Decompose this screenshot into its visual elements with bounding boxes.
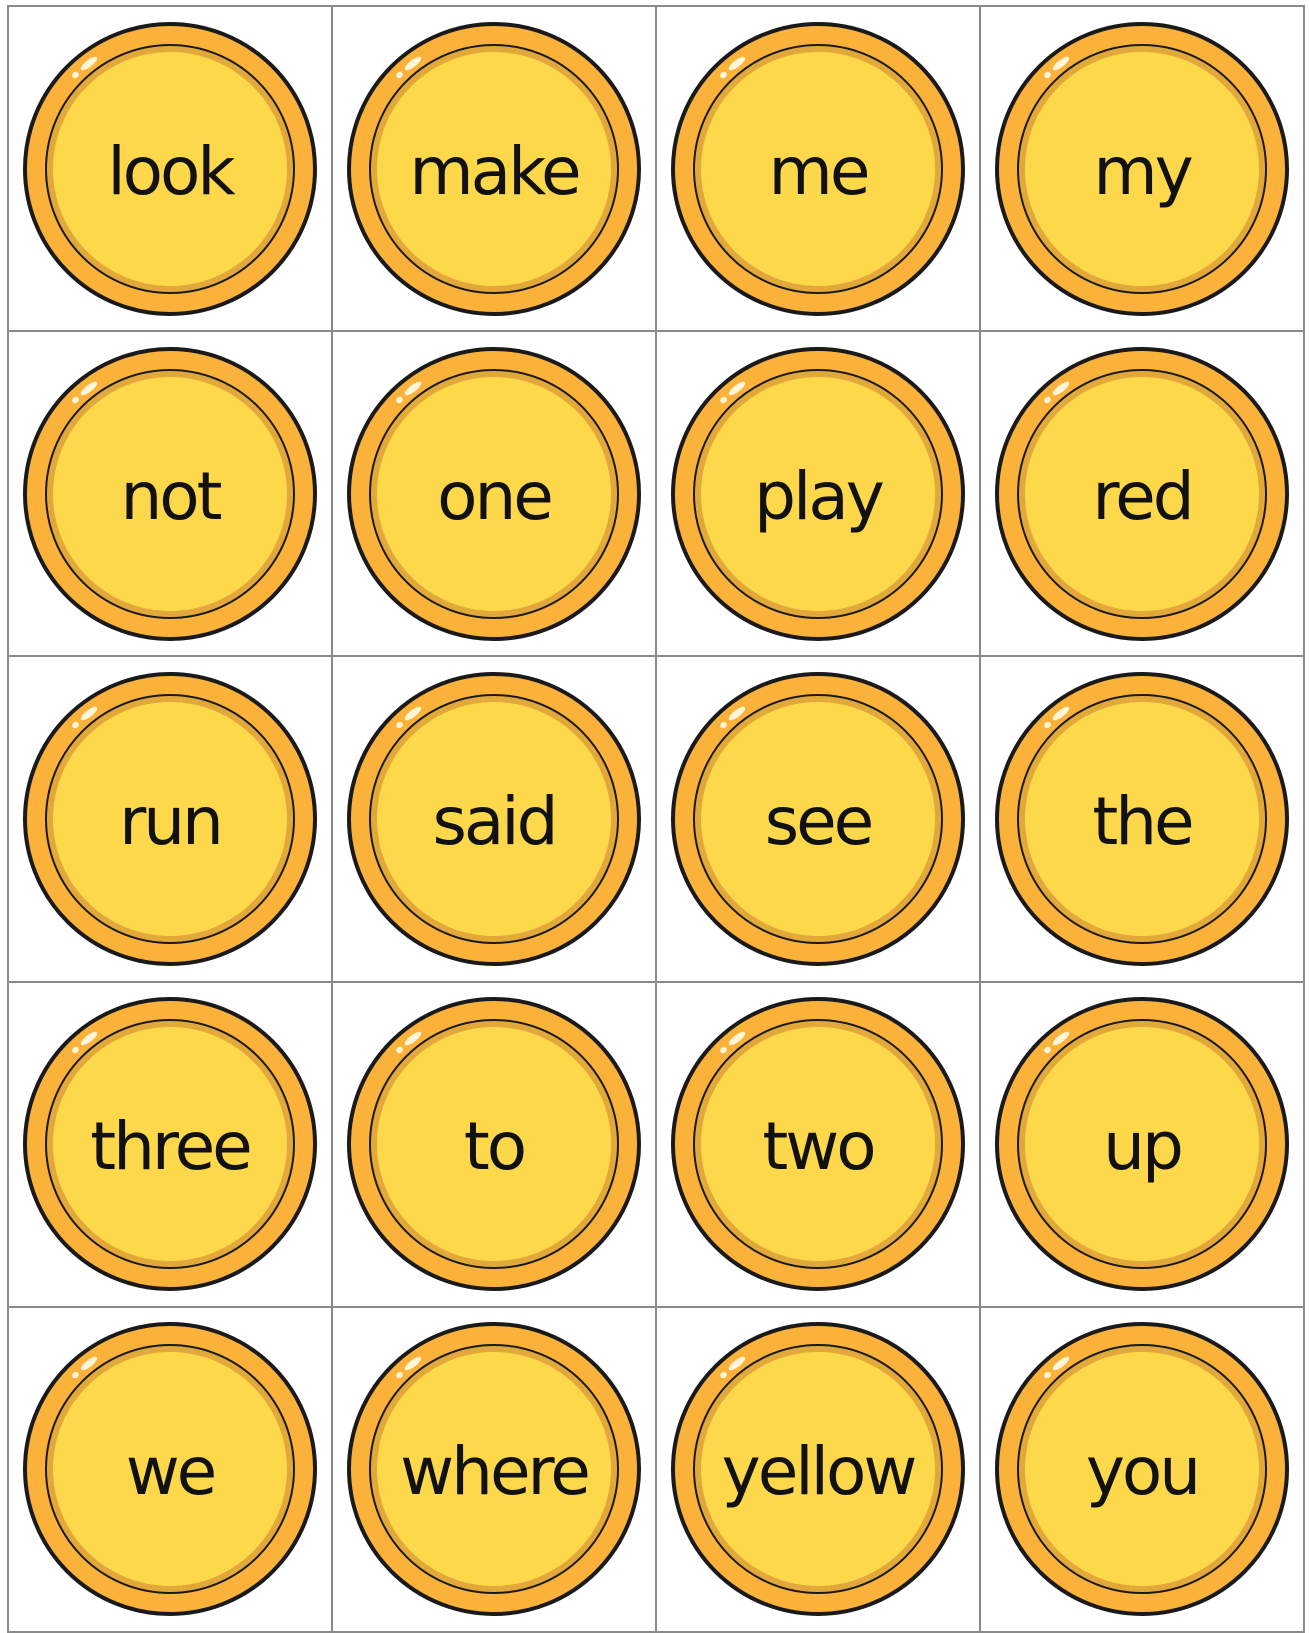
word-card (333, 7, 657, 332)
shine-highlight (1043, 70, 1052, 79)
sight-word: yellow (721, 1433, 915, 1511)
sight-word: to (463, 1108, 525, 1186)
sight-word: three (90, 1108, 250, 1186)
word-card-sheet (7, 5, 1305, 1633)
shine-highlight (395, 1371, 404, 1380)
word-card (981, 332, 1305, 657)
coin-icon (671, 22, 965, 316)
sight-word: make (409, 132, 579, 210)
shine-highlight (719, 1371, 728, 1380)
word-card (9, 657, 333, 982)
word-card (333, 983, 657, 1308)
coin-icon (23, 1322, 317, 1616)
shine-highlight (1043, 1371, 1052, 1380)
coin-icon (671, 1322, 965, 1616)
shine-highlight (71, 720, 80, 729)
word-card (981, 7, 1305, 332)
shine-highlight (395, 395, 404, 404)
word-card (981, 657, 1305, 982)
sight-word: red (1092, 457, 1192, 535)
sight-word: see (764, 782, 872, 860)
shine-highlight (719, 1046, 728, 1055)
sight-word: my (1093, 132, 1191, 210)
sight-word: look (107, 132, 233, 210)
sight-word: where (400, 1433, 588, 1511)
word-card (333, 332, 657, 657)
word-card (981, 983, 1305, 1308)
coin-icon (347, 672, 641, 966)
coin-icon (671, 672, 965, 966)
shine-highlight (1043, 720, 1052, 729)
coin-icon (23, 22, 317, 316)
sight-word: two (762, 1108, 874, 1186)
word-card (9, 1308, 333, 1633)
shine-highlight (395, 720, 404, 729)
word-card (9, 7, 333, 332)
sight-word: one (437, 457, 551, 535)
coin-icon (995, 1322, 1289, 1616)
shine-highlight (1043, 1046, 1052, 1055)
shine-highlight (719, 720, 728, 729)
shine-highlight (719, 395, 728, 404)
shine-highlight (395, 1046, 404, 1055)
word-card (333, 1308, 657, 1633)
coin-icon (23, 997, 317, 1291)
shine-highlight (1043, 395, 1052, 404)
coin-icon (995, 347, 1289, 641)
word-card (9, 332, 333, 657)
word-card (333, 657, 657, 982)
shine-highlight (71, 70, 80, 79)
sight-word: play (754, 457, 882, 535)
coin-icon (995, 997, 1289, 1291)
shine-highlight (71, 395, 80, 404)
coin-icon (23, 672, 317, 966)
coin-icon (347, 22, 641, 316)
coin-icon (671, 347, 965, 641)
sight-word: run (119, 782, 221, 860)
shine-highlight (719, 70, 728, 79)
shine-highlight (71, 1371, 80, 1380)
coin-icon (347, 347, 641, 641)
sight-word: up (1103, 1108, 1181, 1186)
coin-icon (671, 997, 965, 1291)
word-card (9, 983, 333, 1308)
coin-icon (347, 1322, 641, 1616)
coin-icon (347, 997, 641, 1291)
sight-word: said (432, 782, 556, 860)
word-card (657, 7, 981, 332)
coin-icon (995, 22, 1289, 316)
word-card (657, 657, 981, 982)
word-card (657, 332, 981, 657)
sight-word: we (125, 1433, 215, 1511)
sight-word: the (1092, 782, 1192, 860)
sight-word: you (1085, 1433, 1199, 1511)
word-card (657, 983, 981, 1308)
word-card (981, 1308, 1305, 1633)
shine-highlight (395, 70, 404, 79)
word-card (657, 1308, 981, 1633)
coin-icon (995, 672, 1289, 966)
sight-word: me (768, 132, 868, 210)
sight-word: not (120, 457, 220, 535)
coin-icon (23, 347, 317, 641)
shine-highlight (71, 1046, 80, 1055)
